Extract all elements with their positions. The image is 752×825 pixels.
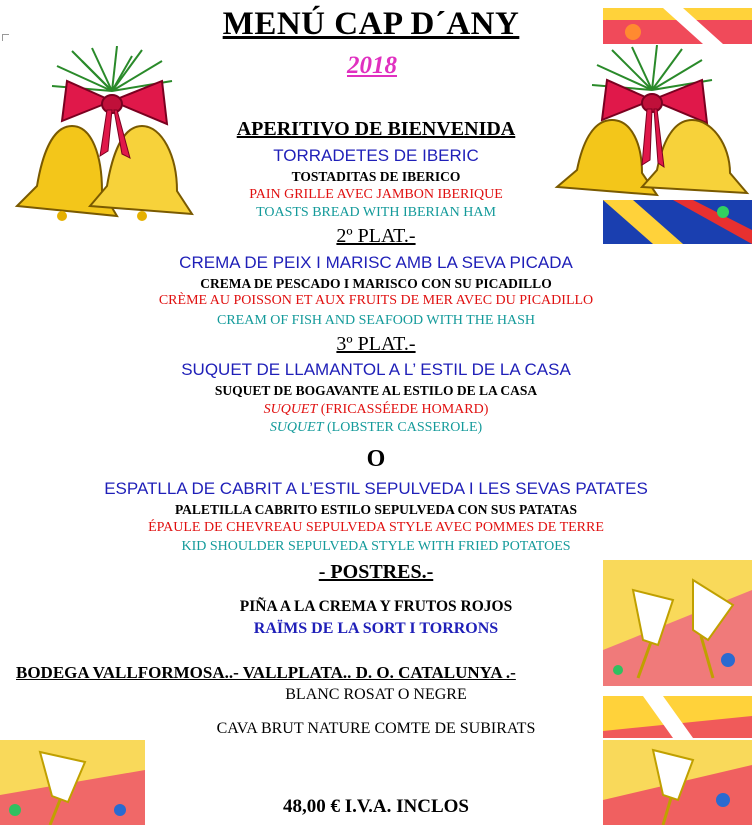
dish-english-rest: (LOBSTER CASSEROLE) [323,420,483,435]
dish-catalan: TORRADETES DE IBERIC [273,146,479,165]
dish-french-italic: SUQUET [263,402,318,417]
menu-price: 48,00 € I.V.A. INCLOS [283,796,469,817]
dish-english-italic: SUQUET [269,420,324,435]
dish-catalan: ESPATLLA DE CABRIT A L’ESTIL SEPULVEDA I LES SEVAS PATATES [104,479,648,498]
dish-french [0,402,752,418]
dish-spanish: TOSTADITAS DE IBERICO [291,169,461,184]
dish-english: CREAM OF FISH AND SEAFOOD WITH THE HASH [216,313,535,328]
dish-english: TOASTS BREAD WITH IBERIAN HAM [256,205,496,220]
page-title: MENÚ CAP D´ANY [222,6,520,42]
or-separator: O [366,446,386,472]
dish-french: ÉPAULE DE CHEVREAU SEPULVEDA STYLE AVEC POMMES DE TERRE [148,520,604,535]
dish-catalan: SUQUET DE LLAMANTOL A L’ ESTIL DE LA CASA [181,360,571,379]
dessert-line: RAÏMS DE LA SORT I TORRONS [253,620,499,637]
dish-english: KID SHOULDER SEPULVEDA STYLE WITH FRIED POTATOES [181,539,571,554]
menu-year: 2018 [347,52,397,79]
dish-spanish: PALETILLA CABRITO ESTILO SEPULVEDA CON SUS PATATAS [174,502,578,517]
section-heading-plat2: 2º PLAT.- [336,225,416,247]
section-heading-aperitivo: APERITIVO DE BIENVENIDA [236,118,516,140]
dish-spanish: SUQUET DE BOGAVANTE AL ESTILO DE LA CASA [214,383,538,398]
section-heading-plat3: 3º PLAT.- [336,333,416,355]
wine-options: BLANC ROSAT O NEGRE [285,686,467,703]
dish-french: PAIN GRILLE AVEC JAMBON IBERIQUE [249,187,503,202]
dish-french-rest: (FRICASSÉEDE HOMARD) [317,402,489,417]
dish-french: CRÈME AU POISSON ET AUX FRUITS DE MER AVEC DU PICADILLO [158,293,594,308]
section-heading-postres: - POSTRES.- [318,561,434,583]
dish-catalan: CREMA DE PEIX I MARISC AMB LA SEVA PICADA [179,253,573,272]
dish-english [0,420,752,436]
section-heading-bodega: BODEGA VALLFORMOSA..- VALLPLATA.. D. O. CATALUNYA .- [16,663,516,682]
dessert-line: PIÑA A LA CREMA Y FRUTOS ROJOS [239,598,513,615]
cava-line: CAVA BRUT NATURE COMTE DE SUBIRATS [216,720,536,737]
dish-spanish: CREMA DE PESCADO I MARISCO CON SU PICADILLO [200,276,552,291]
